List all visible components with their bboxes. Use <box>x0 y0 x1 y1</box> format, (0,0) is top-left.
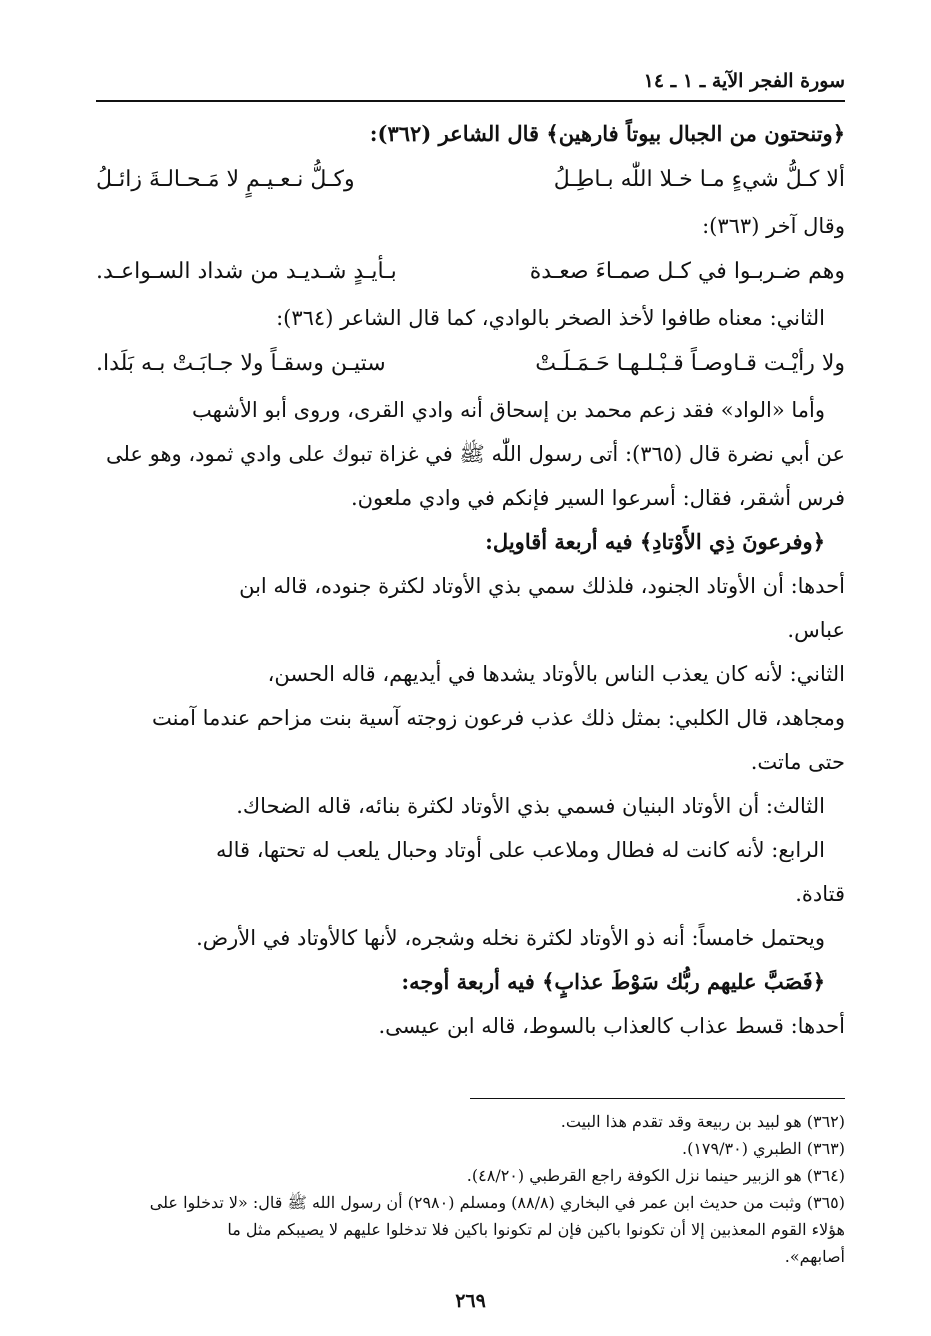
text-line: عباس. <box>787 618 845 642</box>
running-header <box>96 62 845 102</box>
footnote-continuation: هؤلاء القوم المعذبين إلا أن تكونوا باكين فإن لم تكونوا باكين فلا تدخلوا عليهم لا يصيبكم مثل ما <box>227 1220 845 1239</box>
verse-first-hemistich: وهم ضـربـوا في كـل صمـاءَ صعـدة <box>529 259 845 284</box>
text-line: قتادة. <box>795 882 845 906</box>
text-line: وأما «الواد» فقد زعم محمد بن إسحاق أنه وادي القرى، وروى أبو الأشهب <box>192 398 825 422</box>
footnote-separator <box>470 1098 845 1099</box>
text-line: ومجاهد، قال الكلبي: بمثل ذلك عذب فرعون زوجته آسية بنت مزاحم عندما آمنت <box>151 706 845 730</box>
surah-header-title: سورة الفجر الآية ـ ١ ـ ١٤ <box>643 70 845 92</box>
text-line: وقال آخر (٣٦٣): <box>702 214 845 238</box>
book-page <box>96 0 845 1336</box>
poetry-verse <box>96 248 845 296</box>
text-line: أحدها: قسط عذاب كالعذاب بالسوط، قاله ابن عيسى. <box>378 1014 845 1038</box>
text-line: فرس أشقر، فقال: أسرعوا السير فإنكم في وادي ملعون. <box>350 486 845 510</box>
footnote: (٣٦٤) هو الزبير حينما نزل الكوفة راجع القرطبي (٤٨/٢٠). <box>466 1166 845 1185</box>
main-text <box>96 112 845 1048</box>
footnote: (٣٦٣) الطبري (١٧٩/٣٠). <box>682 1139 845 1158</box>
poetry-verse <box>96 156 845 204</box>
poetry-verse <box>96 340 845 388</box>
text-line: ويحتمل خامساً: أنه ذو الأوتاد لكثرة نخله وشجره، لأنها كالأوتاد في الأرض. <box>196 926 825 950</box>
verse-first-hemistich: ولا رأيْـت قـاوصـاً قـبْـلـهـا حَـمَـلَـتْ <box>535 351 845 376</box>
text-line: ﴿وفرعونَ ذِي الأَوْتادِ﴾ فيه أربعة أقاويل: <box>485 529 825 554</box>
text-line: الثاني: معناه طافوا لأخذ الصخر بالوادي، كما قال الشاعر (٣٦٤): <box>276 306 825 330</box>
text-line: أحدها: أن الأوتاد الجنود، فلذلك سمي بذي الأوتاد لكثرة جنوده، قاله ابن <box>239 574 845 598</box>
verse-second-hemistich: ستيـن وسقـاً ولا جـابَـتْ بـه بَلَدا. <box>96 351 386 376</box>
footnote: (٣٦٢) هو لبيد بن ربيعة وقد تقدم هذا البيت. <box>560 1112 845 1131</box>
verse-first-hemistich: ألا كـلُّ شيءٍ مـا خـلا اللّٰه بـاطِـلُ <box>553 167 845 192</box>
text-line: حتى ماتت. <box>750 750 845 774</box>
text-line: الثالث: أن الأوتاد البنيان فسمي بذي الأوتاد لكثرة بنائه، قاله الضحاك. <box>236 794 825 818</box>
text-line: ﴿فَصَبَّ عليهم ربُّك سَوْطَ عذابٍ﴾ فيه أربعة أوجه: <box>401 969 825 994</box>
text-line: الرابع: لأنه كانت له فطال وملاعب على أوتاد وحبال يلعب له تحتها، قاله <box>215 838 825 862</box>
page-number: ٢٦٩ <box>455 1290 486 1312</box>
verse-second-hemistich: وكـلُّ نـعـيـمٍ لا مَـحـالـةَ زائـلُ <box>96 167 355 192</box>
text-line: عن أبي نضرة قال (٣٦٥): أتى رسول اللّٰه ﷺ في غزاة تبوك على وادي ثمود، وهو على <box>105 442 845 466</box>
footnotes <box>96 1108 845 1270</box>
verse-second-hemistich: بـأيـدٍ شـديـد من شداد السـواعـد. <box>96 259 397 284</box>
footnote-continuation: أصابهم». <box>784 1247 845 1266</box>
text-line: الثاني: لأنه كان يعذب الناس بالأوتاد يشدها في أيديهم، قاله الحسن، <box>267 662 845 686</box>
text-line: ﴿وتنحتون من الجبال بيوتاً فارهين﴾ قال الشاعر (٣٦٢): <box>369 121 845 146</box>
footnote: (٣٦٥) وثبت من حديث ابن عمر في البخاري (٨٨/٨) ومسلم (٢٩٨٠) أن رسول الله ﷺ قال: «لا تدخلوا على <box>149 1193 845 1212</box>
